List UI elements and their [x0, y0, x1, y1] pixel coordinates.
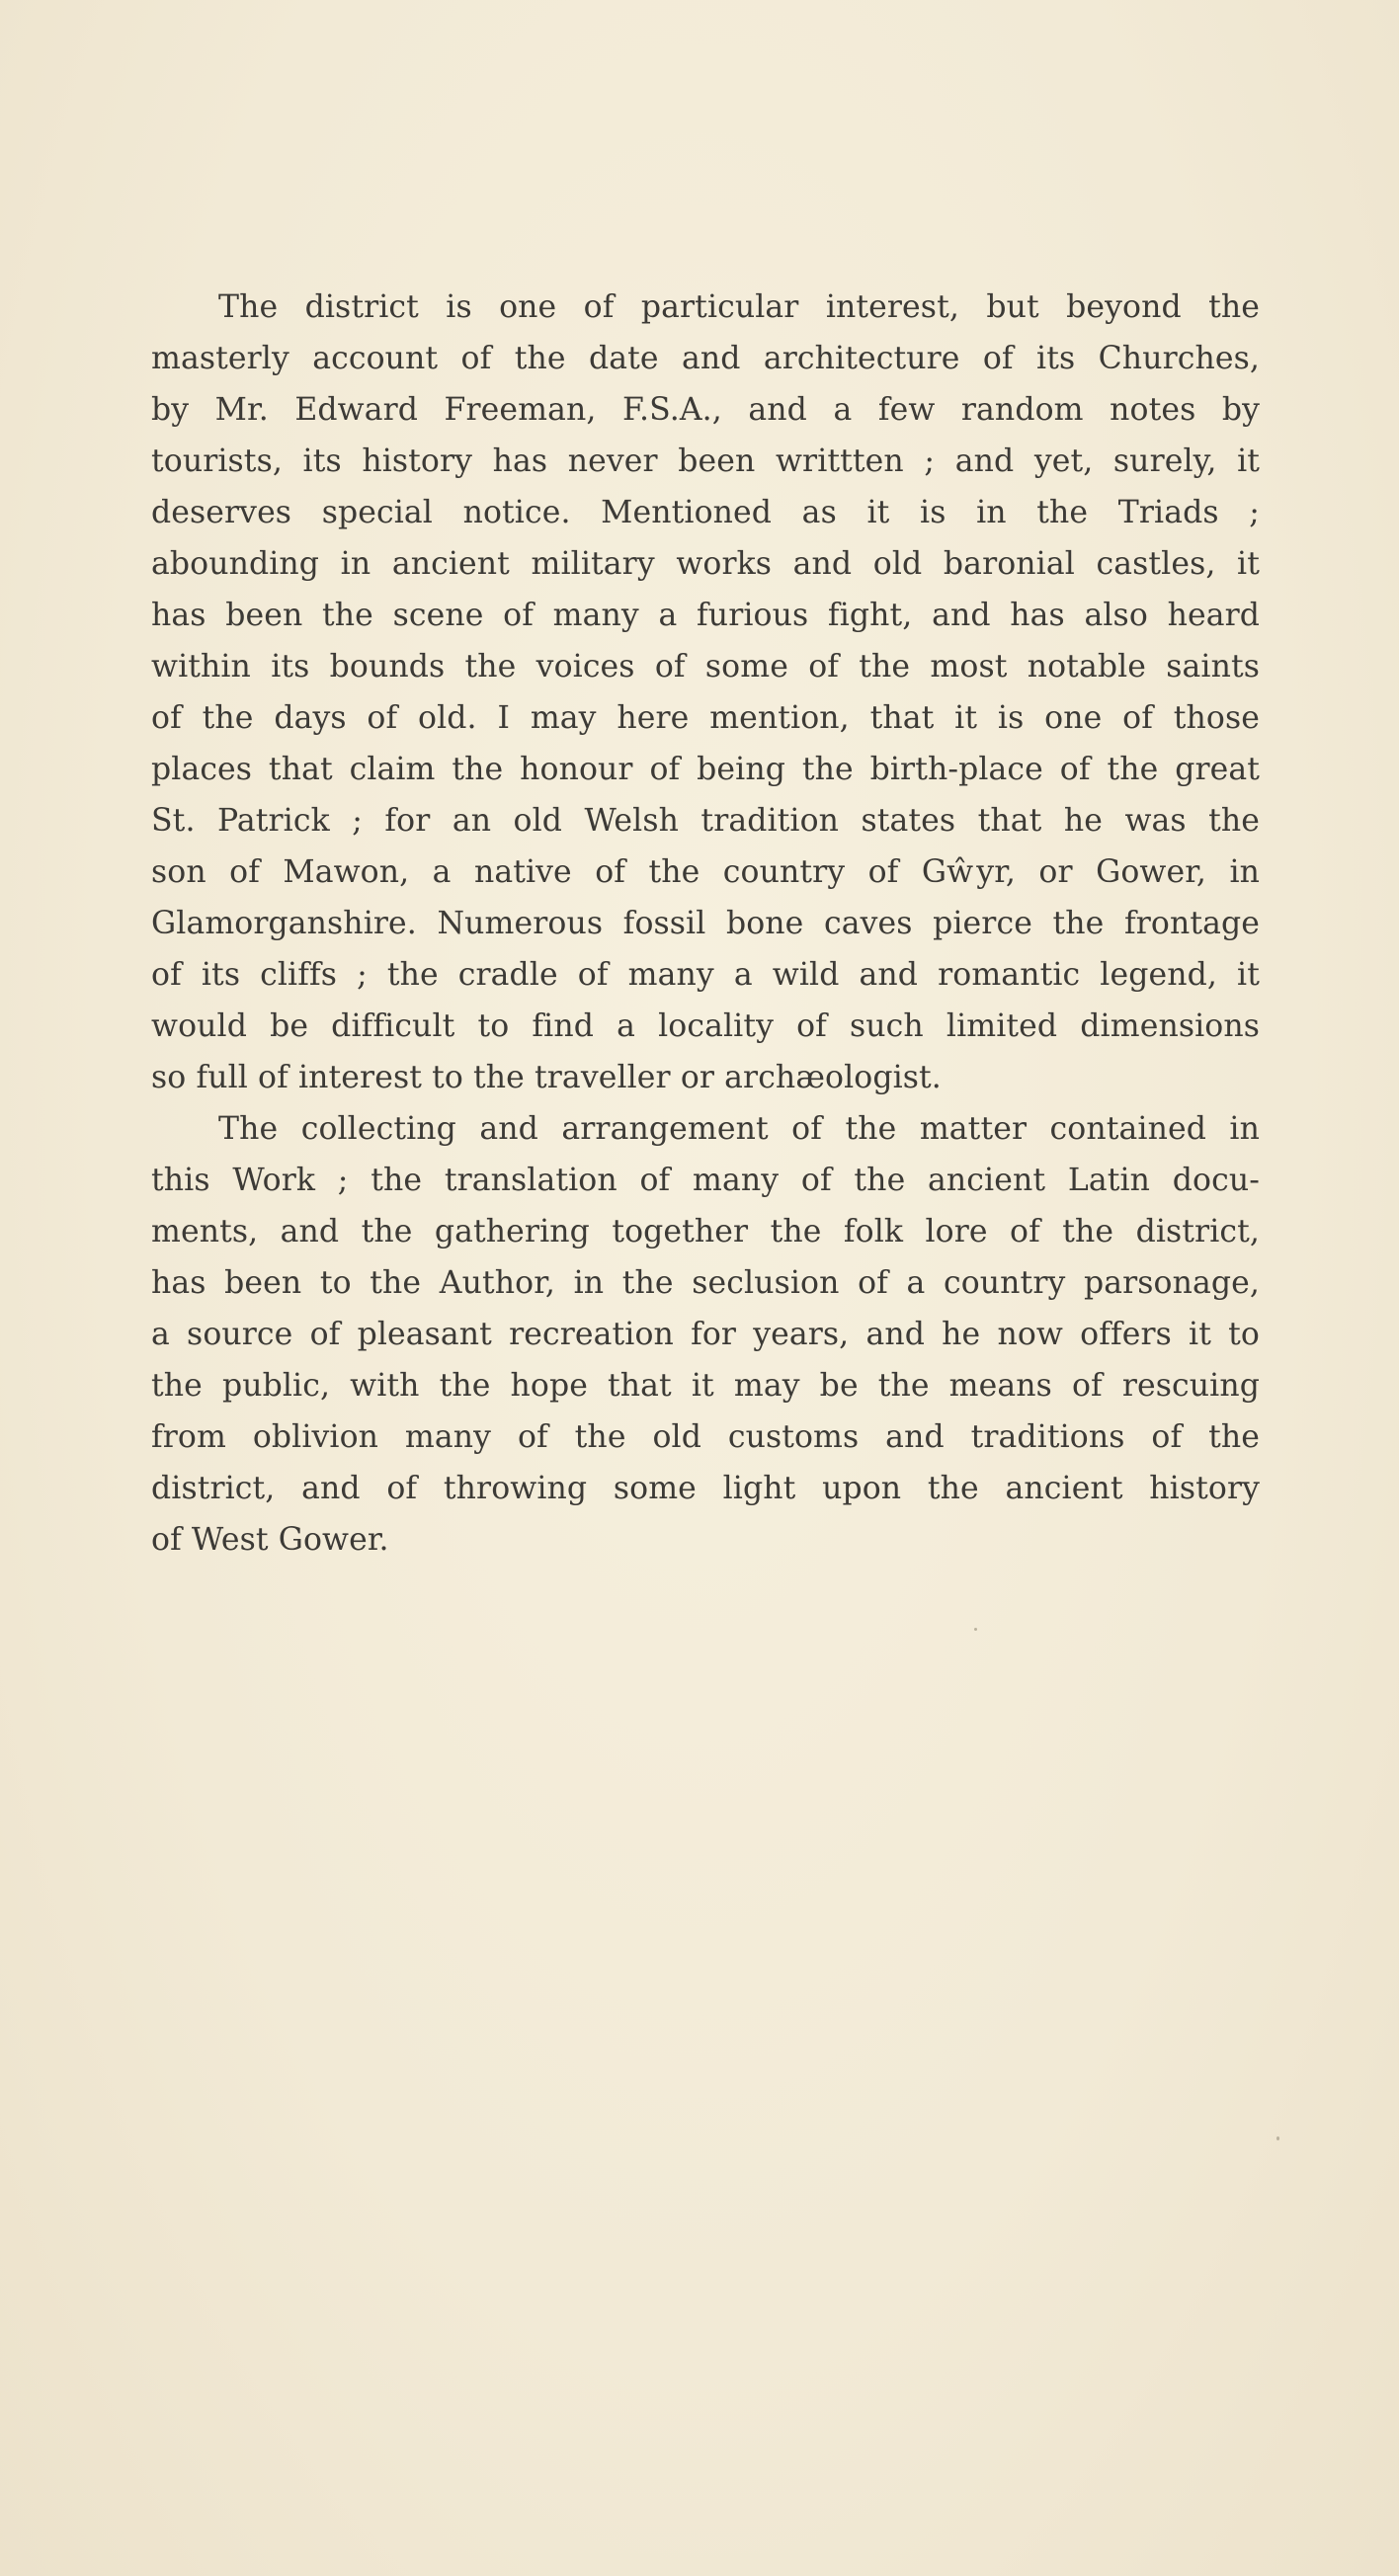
text-line: St. Patrick ; for an old Welsh tradition states that he was the [151, 803, 1260, 839]
text-block [151, 282, 1260, 1566]
paper-speck [974, 1628, 977, 1631]
paragraph-1 [151, 282, 1260, 1103]
text-line: The collecting and arrangement of the matter contained in [218, 1111, 1260, 1147]
text-line: so full of interest to the traveller or archæologist. [151, 1060, 942, 1095]
text-line: within its bounds the voices of some of the most notable saints [151, 649, 1260, 684]
text-line: of its cliffs ; the cradle of many a wild and romantic legend, it [151, 957, 1260, 993]
text-line: of West Gower. [151, 1522, 389, 1558]
text-line: has been to the Author, in the seclusion of a country parsonage, [151, 1265, 1260, 1301]
text-line: places that claim the honour of being the birth-place of the great [151, 752, 1260, 787]
text-line: tourists, its history has never been writtten ; and yet, surely, it [151, 443, 1260, 479]
text-line: would be difficult to find a locality of such limited dimensions [151, 1008, 1260, 1044]
text-line: of the days of old. I may here mention, that it is one of those [151, 700, 1260, 736]
text-line: district, and of throwing some light upon the ancient history [151, 1471, 1260, 1506]
text-line: masterly account of the date and architecture of its Churches, [151, 341, 1260, 376]
text-line: the public, with the hope that it may be the means of rescuing [151, 1368, 1260, 1404]
text-line: this Work ; the translation of many of the ancient Latin docu- [151, 1163, 1260, 1198]
text-line: deserves special notice. Mentioned as it is in the Triads ; [151, 495, 1260, 530]
text-line: from oblivion many of the old customs and traditions of the [151, 1419, 1260, 1455]
text-line: by Mr. Edward Freeman, F.S.A., and a few random notes by [151, 392, 1260, 428]
paragraph-2 [151, 1103, 1260, 1566]
text-line: abounding in ancient military works and old baronial castles, it [151, 546, 1260, 582]
text-line: a source of pleasant recreation for years, and he now offers it to [151, 1317, 1260, 1352]
text-line: has been the scene of many a furious fight, and has also heard [151, 598, 1260, 633]
text-line: Glamorganshire. Numerous fossil bone caves pierce the frontage [151, 906, 1260, 941]
text-line: ments, and the gathering together the folk lore of the district, [151, 1214, 1260, 1249]
text-line: son of Mawon, a native of the country of Gŵyr, or Gower, in [151, 854, 1260, 890]
paper-speck [1276, 2136, 1279, 2140]
text-line: The district is one of particular interest, but beyond the [218, 289, 1260, 325]
